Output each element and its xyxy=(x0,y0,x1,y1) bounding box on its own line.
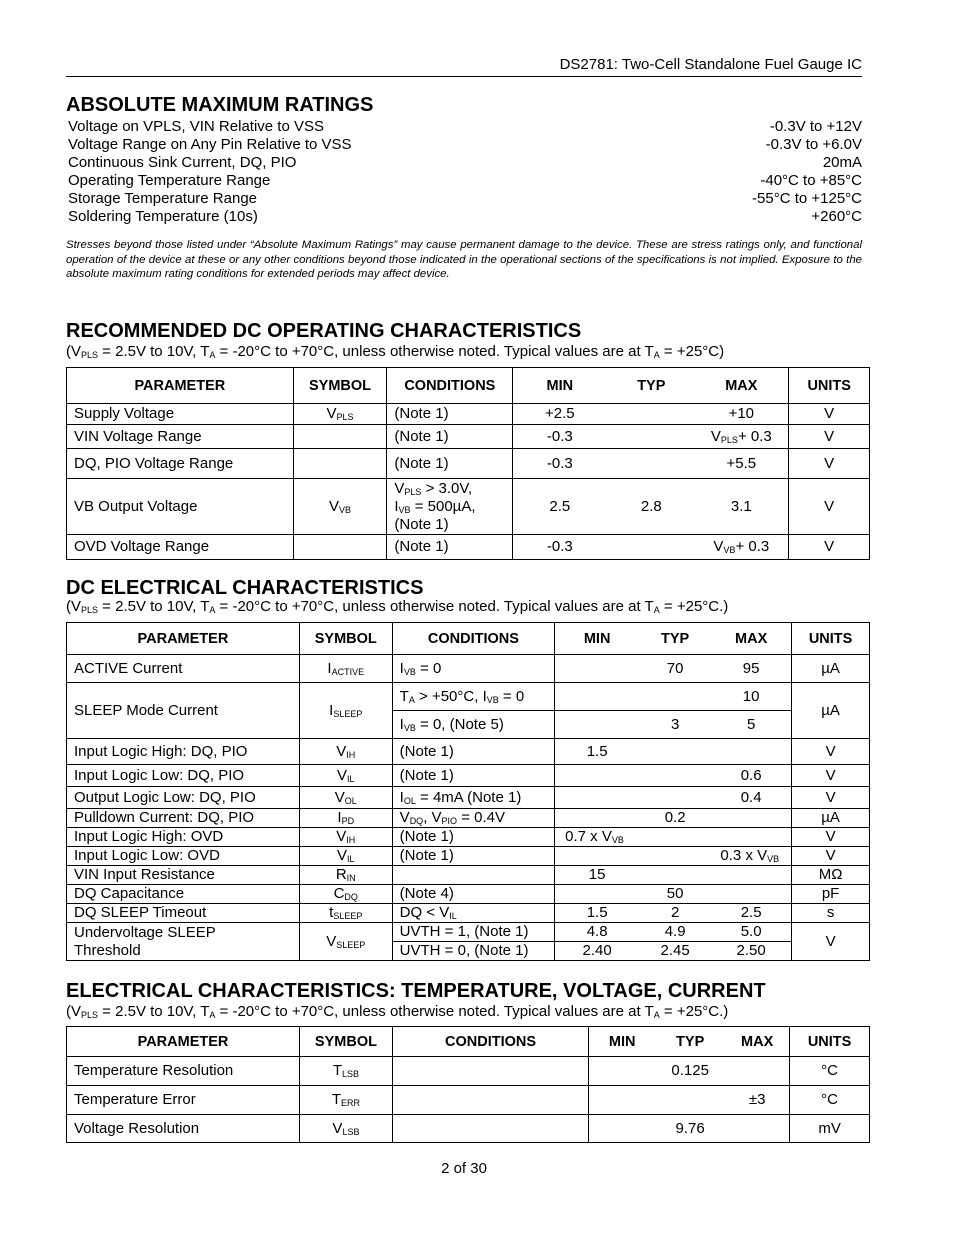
table-row xyxy=(67,404,870,425)
col-header-symbol: SYMBOL xyxy=(300,1027,393,1057)
param-cell: Undervoltage SLEEP Threshold xyxy=(67,923,300,961)
table-row xyxy=(67,449,870,479)
col-header-parameter: PARAMETER xyxy=(67,1027,300,1057)
abs-max-value: 20mA xyxy=(822,154,862,171)
abs-max-value: -40°C to +85°C xyxy=(760,172,862,189)
elec-tvc-conditions: ($V_{PLS} = 2.5V$ to 10V, $T_A = -20^\circ C$ to +70°C, unless otherwise noted. Typical values are at $T_A = +25^\circ C$.) xyxy=(66,1003,729,1020)
col-header-conditions: CONDITIONS xyxy=(392,1027,588,1057)
param-cell: DQ SLEEP Timeout xyxy=(67,904,300,923)
units-cell: µA xyxy=(792,655,870,683)
table-row xyxy=(67,425,870,449)
dc-elec-title: DC ELECTRICAL CHARACTERISTICS xyxy=(66,577,424,599)
conditions-cell: (Note 1) xyxy=(392,739,554,765)
conditions-cell: $I_{VB} = 0$, (Note 5) xyxy=(392,711,554,739)
abs-max-row xyxy=(68,154,862,172)
min-typ-max-cell: ±3 xyxy=(589,1086,790,1115)
units-cell: V xyxy=(789,535,870,560)
units-cell: µA xyxy=(792,809,870,828)
conditions-cell: (Note 1) xyxy=(387,535,513,560)
symbol-cell: $I_{ACTIVE}$ xyxy=(299,655,392,683)
col-header-symbol: SYMBOL xyxy=(293,368,387,404)
table-row xyxy=(67,1115,870,1143)
units-cell: V xyxy=(789,449,870,479)
table-row xyxy=(67,655,870,683)
min-typ-max-cell: 2.40 2.45 2.50 xyxy=(555,942,792,961)
table-row xyxy=(67,1057,870,1086)
param-cell: SLEEP Mode Current xyxy=(67,683,300,739)
units-cell: V xyxy=(792,847,870,866)
table-row xyxy=(67,535,870,560)
abs-max-value: -0.3V to +12V xyxy=(769,118,862,135)
units-cell: pF xyxy=(792,885,870,904)
symbol-cell: $V_{SLEEP}$ xyxy=(299,923,392,961)
abs-max-label: Voltage on VPLS, VIN Relative to VSS xyxy=(68,118,324,135)
symbol-cell: $V_{OL}$ xyxy=(299,787,392,809)
symbol-cell: $I_{PD}$ xyxy=(299,809,392,828)
table-row xyxy=(67,1086,870,1115)
symbol-cell: $C_{DQ}$ xyxy=(299,885,392,904)
abs-max-row xyxy=(68,118,862,136)
symbol-cell: $V_{LSB}$ xyxy=(300,1115,393,1143)
min-typ-max-cell: 4.8 4.9 5.0 xyxy=(555,923,792,942)
abs-max-value: -55°C to +125°C xyxy=(752,190,862,207)
abs-max-row xyxy=(68,172,862,190)
param-cell: Input Logic Low: OVD xyxy=(67,847,300,866)
min-typ-max-cell: 15 xyxy=(555,866,792,885)
rec-dc-table xyxy=(66,367,870,560)
rec-dc-conditions: ($V_{PLS} = 2.5V$ to 10V, $T_A = -20^\circ C$ to +70°C, unless otherwise noted. Typical values are at $T_A = +25^\circ C$) xyxy=(66,343,725,360)
table-row xyxy=(67,885,870,904)
param-cell: VB Output Voltage xyxy=(67,479,294,535)
symbol-cell xyxy=(293,449,387,479)
param-cell: Output Logic Low: DQ, PIO xyxy=(67,787,300,809)
param-cell: Input Logic Low: DQ, PIO xyxy=(67,765,300,787)
units-cell: V xyxy=(792,923,870,961)
col-header-conditions: CONDITIONS xyxy=(387,368,513,404)
symbol-cell: $V_{PLS}$ xyxy=(293,404,387,425)
min-typ-max-cell: 0.6 xyxy=(555,765,792,787)
symbol-cell: $V_{IL}$ xyxy=(299,847,392,866)
conditions-cell: $V_{PLS} > 3.0V$, $I_{VB} = 500\mu A$, (Note 1) xyxy=(387,479,513,535)
col-header-min-typ-max: MIN TYP MAX xyxy=(555,623,792,655)
abs-max-row xyxy=(68,190,862,208)
units-cell: V xyxy=(792,739,870,765)
min-typ-max-cell: +2.5 +10 xyxy=(513,404,789,425)
col-header-units: UNITS xyxy=(790,1027,870,1057)
col-header-parameter: PARAMETER xyxy=(67,368,294,404)
min-typ-max-cell: 0.7 x $V_{VB}$ xyxy=(555,828,792,847)
min-typ-max-cell: 1.5 2 2.5 xyxy=(555,904,792,923)
min-typ-max-cell: -0.3 $V_{VB}+ 0.3$ xyxy=(513,535,789,560)
param-cell: DQ, PIO Voltage Range xyxy=(67,449,294,479)
min-typ-max-cell: 10 xyxy=(555,683,792,711)
conditions-cell xyxy=(392,1057,588,1086)
conditions-cell: $V_{DQ}$, $V_{PIO} = 0.4V$ xyxy=(392,809,554,828)
abs-max-value: +260°C xyxy=(811,208,862,225)
param-cell: Input Logic High: OVD xyxy=(67,828,300,847)
col-header-parameter: PARAMETER xyxy=(67,623,300,655)
document-header: DS2781: Two-Cell Standalone Fuel Gauge IC xyxy=(559,56,862,73)
stress-note: Stresses beyond those listed under “Absolute Maximum Ratings” may cause permanent damage to the device. These are stress ratings only, and functional operation of the device at these or any other conditions beyond those indicated in the operational sections of the specifications is not implied. Exposure to the absolute maximum rating conditions for extended periods may affect device. xyxy=(66,239,862,280)
units-cell: V xyxy=(792,787,870,809)
param-cell: Temperature Resolution xyxy=(67,1057,300,1086)
units-cell: V xyxy=(789,404,870,425)
conditions-cell: (Note 1) xyxy=(392,828,554,847)
min-typ-max-cell: 9.76 xyxy=(589,1115,790,1143)
conditions-cell: $I_{OL} = 4mA$ (Note 1) xyxy=(392,787,554,809)
param-cell: DQ Capacitance xyxy=(67,885,300,904)
units-cell: MΩ xyxy=(792,866,870,885)
col-header-units: UNITS xyxy=(792,623,870,655)
conditions-cell: (Note 1) xyxy=(387,449,513,479)
symbol-cell: $I_{SLEEP}$ xyxy=(299,683,392,739)
page-number: 2 of 30 xyxy=(441,1160,487,1177)
conditions-cell: (Note 4) xyxy=(392,885,554,904)
abs-max-title: ABSOLUTE MAXIMUM RATINGS xyxy=(66,94,374,116)
conditions-cell xyxy=(392,1086,588,1115)
elec-tvc-title: ELECTRICAL CHARACTERISTICS: TEMPERATURE, VOLTAGE, CURRENT xyxy=(66,980,766,1002)
units-cell: °C xyxy=(790,1057,870,1086)
abs-max-row xyxy=(68,136,862,154)
conditions-cell: (Note 1) xyxy=(392,765,554,787)
col-header-conditions: CONDITIONS xyxy=(392,623,554,655)
min-typ-max-cell: 1.5 xyxy=(555,739,792,765)
table-row xyxy=(67,847,870,866)
abs-max-list xyxy=(68,118,862,226)
col-header-min-typ-max: MIN TYP MAX xyxy=(589,1027,790,1057)
min-typ-max-cell: 0.2 xyxy=(555,809,792,828)
min-typ-max-cell: 0.3 x $V_{VB}$ xyxy=(555,847,792,866)
symbol-cell xyxy=(293,535,387,560)
table-row xyxy=(67,904,870,923)
min-typ-max-cell: 0.125 xyxy=(589,1057,790,1086)
units-cell: V xyxy=(792,765,870,787)
units-cell: s xyxy=(792,904,870,923)
conditions-cell: $T_A > +50^\circ C$, $I_{VB} = 0$ xyxy=(392,683,554,711)
conditions-cell: (Note 1) xyxy=(387,404,513,425)
param-cell: Supply Voltage xyxy=(67,404,294,425)
param-cell: Input Logic High: DQ, PIO xyxy=(67,739,300,765)
units-cell: µA xyxy=(792,683,870,739)
param-cell: OVD Voltage Range xyxy=(67,535,294,560)
symbol-cell: $t_{SLEEP}$ xyxy=(299,904,392,923)
param-cell: VIN Voltage Range xyxy=(67,425,294,449)
conditions-cell xyxy=(392,866,554,885)
table-row xyxy=(67,765,870,787)
symbol-cell: $V_{IH}$ xyxy=(299,828,392,847)
abs-max-label: Continuous Sink Current, DQ, PIO xyxy=(68,154,297,171)
table-header-row xyxy=(67,1027,870,1057)
conditions-cell: DQ < $V_{IL}$ xyxy=(392,904,554,923)
symbol-cell: $T_{LSB}$ xyxy=(300,1057,393,1086)
conditions-cell: (Note 1) xyxy=(392,847,554,866)
param-cell: Pulldown Current: DQ, PIO xyxy=(67,809,300,828)
param-cell: Temperature Error xyxy=(67,1086,300,1115)
units-cell: °C xyxy=(790,1086,870,1115)
units-cell: V xyxy=(789,425,870,449)
min-typ-max-cell: -0.3 +5.5 xyxy=(513,449,789,479)
min-typ-max-cell: -0.3 $V_{PLS}+ 0.3$ xyxy=(513,425,789,449)
conditions-cell: UVTH = 1, (Note 1) xyxy=(392,923,554,942)
units-cell: mV xyxy=(790,1115,870,1143)
abs-max-row xyxy=(68,208,862,226)
conditions-cell xyxy=(392,1115,588,1143)
min-typ-max-cell: 3 5 xyxy=(555,711,792,739)
symbol-cell: $V_{IL}$ xyxy=(299,765,392,787)
units-cell: V xyxy=(789,479,870,535)
table-row xyxy=(67,809,870,828)
param-cell: ACTIVE Current xyxy=(67,655,300,683)
col-header-min-typ-max: MIN TYP MAX xyxy=(513,368,789,404)
param-cell: Voltage Resolution xyxy=(67,1115,300,1143)
conditions-cell: (Note 1) xyxy=(387,425,513,449)
symbol-cell: $R_{IN}$ xyxy=(299,866,392,885)
table-header-row xyxy=(67,623,870,655)
dc-elec-conditions: ($V_{PLS} = 2.5V$ to 10V, $T_A = -20^\circ C$ to +70°C, unless otherwise noted. Typical values are at $T_A = +25^\circ C$.) xyxy=(66,598,729,615)
symbol-cell: $V_{VB}$ xyxy=(293,479,387,535)
header-rule xyxy=(66,76,862,77)
param-cell: VIN Input Resistance xyxy=(67,866,300,885)
conditions-cell: UVTH = 0, (Note 1) xyxy=(392,942,554,961)
abs-max-label: Voltage Range on Any Pin Relative to VSS xyxy=(68,136,352,153)
min-typ-max-cell: 2.5 2.8 3.1 xyxy=(513,479,789,535)
col-header-units: UNITS xyxy=(789,368,870,404)
abs-max-label: Soldering Temperature (10s) xyxy=(68,208,258,225)
rec-dc-title: RECOMMENDED DC OPERATING CHARACTERISTICS xyxy=(66,320,582,342)
conditions-cell: $I_{VB} = 0$ xyxy=(392,655,554,683)
symbol-cell: $T_{ERR}$ xyxy=(300,1086,393,1115)
min-typ-max-cell: 70 95 xyxy=(555,655,792,683)
table-row xyxy=(67,828,870,847)
min-typ-max-cell: 0.4 xyxy=(555,787,792,809)
symbol-cell xyxy=(293,425,387,449)
col-header-symbol: SYMBOL xyxy=(299,623,392,655)
table-row xyxy=(67,866,870,885)
table-row xyxy=(67,479,870,535)
symbol-cell: $V_{IH}$ xyxy=(299,739,392,765)
abs-max-value: -0.3V to +6.0V xyxy=(765,136,862,153)
table-row xyxy=(67,739,870,765)
abs-max-label: Storage Temperature Range xyxy=(68,190,258,207)
dc-elec-table xyxy=(66,622,870,961)
abs-max-label: Operating Temperature Range xyxy=(68,172,271,189)
elec-tvc-table xyxy=(66,1026,870,1143)
min-typ-max-cell: 50 xyxy=(555,885,792,904)
table-header-row xyxy=(67,368,870,404)
table-row xyxy=(67,787,870,809)
table-row xyxy=(67,923,870,942)
table-row xyxy=(67,683,870,711)
units-cell: V xyxy=(792,828,870,847)
